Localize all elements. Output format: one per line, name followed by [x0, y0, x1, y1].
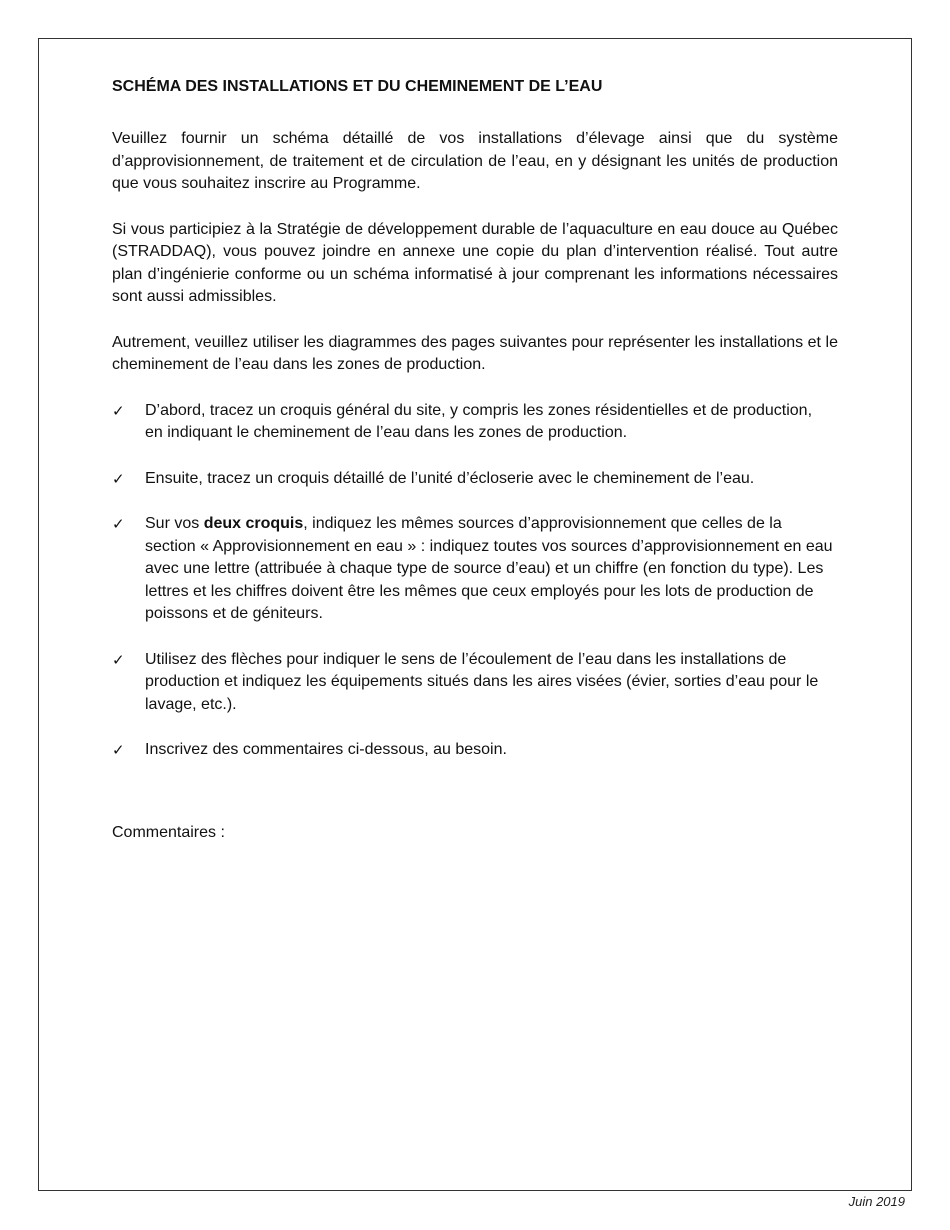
- checkmark-icon: ✓: [112, 650, 125, 669]
- checklist-item-text: Utilisez des flèches pour indiquer le sens de l’écoulement de l’eau dans les installations de production et indiquez les équipements situés dans les aires visées (évier, sorties d’eau pour le lavage, etc.).: [145, 650, 819, 713]
- checkmark-icon: ✓: [112, 741, 125, 759]
- checklist-item: [112, 513, 838, 626]
- diagram-instructions-paragraph: Autrement, veuillez utiliser les diagrammes des pages suivantes pour représenter les installations et le cheminement de l’eau dans les zones de production.: [112, 333, 838, 373]
- intro-paragraph: Veuillez fournir un schéma détaillé de vos installations d’élevage ainsi que du système d’approvisionnement, de traitement et de circulation de l’eau, en y désignant les unités de production que vous souhaitez inscrire au Programme.: [112, 130, 838, 192]
- checklist-item: [112, 649, 838, 717]
- document-body: [112, 76, 838, 844]
- checklist-item-text: [145, 513, 838, 626]
- comments-label: Commentaires :: [112, 823, 225, 841]
- checklist-item-text-suffix: , indiquez les mêmes sources d’approvisionnement que celles de la section « Approvisionnement en eau » : indiquez toutes vos sources d’approvisionnement en eau avec une lettre (attribuée à chaque type de source d’eau) et un chiffre (en fonction du type). Les lettres et les chiffres doivent être les mêmes que ceux employés pour les lots de production de poissons et de géniteurs.: [145, 515, 833, 622]
- checklist-item: [112, 400, 838, 445]
- checklist-item: [112, 468, 838, 491]
- checkmark-icon: ✓: [112, 469, 125, 488]
- footer-date: Juin 2019: [848, 1194, 905, 1209]
- checklist-item-text-prefix: Sur vos: [145, 515, 204, 532]
- page-title: SCHÉMA DES INSTALLATIONS ET DU CHEMINEMENT DE L’EAU: [112, 78, 603, 95]
- checklist-item-text-bold: deux croquis: [203, 515, 304, 532]
- checklist-item-text: Inscrivez des commentaires ci-dessous, au besoin.: [145, 741, 507, 758]
- checkmark-icon: ✓: [112, 401, 125, 420]
- checklist-item: [112, 739, 838, 762]
- checkmark-icon: ✓: [112, 515, 125, 533]
- checklist-item-text: Ensuite, tracez un croquis détaillé de l’unité d’écloserie avec le cheminement de l’eau.: [145, 469, 755, 487]
- straddaq-paragraph: Si vous participiez à la Stratégie de développement durable de l’aquaculture en eau douce au Québec (STRADDAQ), vous pouvez joindre en annexe une copie du plan d’intervention réalisé. Tout autre plan d’ingénierie conforme ou un schéma informatisé à jour comprenant les informations nécessaires sont aussi admissibles.: [112, 220, 838, 305]
- checklist-item-text: D’abord, tracez un croquis général du site, y compris les zones résidentielles et de production, en indiquant le cheminement de l’eau dans les zones de production.: [145, 401, 813, 441]
- instruction-checklist: [112, 400, 838, 762]
